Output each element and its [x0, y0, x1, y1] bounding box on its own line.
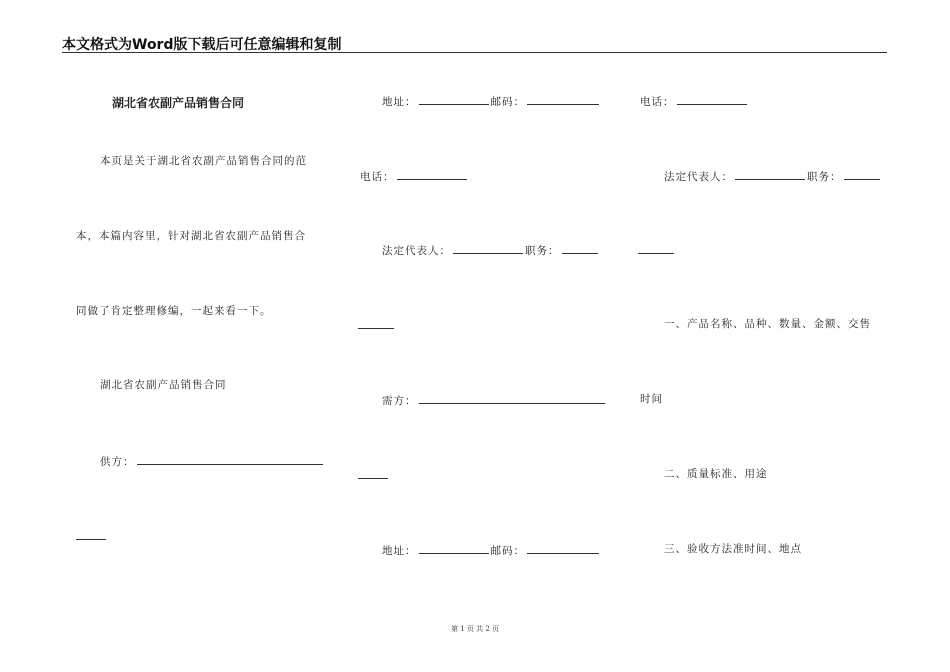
postcode2-blank: [527, 543, 599, 554]
intro-line-3: 同做了肯定整理修编，一起来看一下。: [76, 305, 272, 317]
address2-label: 地址：: [382, 545, 417, 557]
position3-label: 职务：: [807, 171, 842, 183]
clause-1-line-1: 一、产品名称、品种、数量、金额、交售: [664, 318, 871, 330]
buyer-phone-line: [640, 94, 749, 108]
postcode-blank: [527, 94, 599, 105]
supplier-blank: [137, 454, 323, 465]
banner-divider: [62, 52, 887, 53]
supplier-legal-rep-line: [382, 243, 600, 257]
position3-blank-continuation: [638, 253, 674, 254]
position-blank: [562, 243, 598, 254]
postcode-label: 邮码：: [490, 96, 525, 108]
postcode2-label: 邮码：: [490, 545, 525, 557]
supplier-blank-continuation: [76, 539, 106, 540]
supplier-label: 供方：: [100, 456, 135, 468]
phone3-label: 电话：: [640, 96, 675, 108]
document-banner: 本文格式为Word版下载后可任意编辑和复制: [62, 37, 342, 53]
supplier-address-line: [382, 94, 601, 108]
buyer-address-line: [382, 543, 601, 557]
intro-line-2: 本，本篇内容里，针对湖北省农副产品销售合: [76, 230, 306, 242]
buyer-blank: [419, 393, 605, 404]
buyer-label: 需方：: [382, 395, 417, 407]
supplier-line: [100, 454, 325, 468]
legal-rep3-label: 法定代表人：: [664, 171, 733, 183]
intro-line-1: 本页是关于湖北省农副产品销售合同的范: [100, 155, 307, 167]
supplier-phone-line: [360, 169, 469, 183]
buyer-legal-rep-line: [664, 169, 882, 183]
buyer-blank-continuation: [358, 478, 388, 479]
phone-label: 电话：: [360, 171, 395, 183]
address-label: 地址：: [382, 96, 417, 108]
legal-rep-blank: [453, 243, 523, 254]
legal-rep3-blank: [735, 169, 805, 180]
buyer-line: [382, 393, 607, 407]
address2-blank: [419, 543, 489, 554]
address-blank: [419, 94, 489, 105]
document-title: 湖北省农副产品销售合同: [112, 96, 245, 110]
position-label: 职务：: [525, 245, 560, 257]
position-blank-continuation: [358, 328, 394, 329]
phone3-blank: [677, 94, 747, 105]
phone-blank: [397, 169, 467, 180]
clause-2: 二、质量标准、用途: [664, 468, 768, 480]
page-number: 第 1 页 共 2 页: [450, 625, 500, 633]
clause-1-line-2: 时间: [640, 393, 663, 405]
legal-rep-label: 法定代表人：: [382, 245, 451, 257]
clause-3: 三、验收方法准时间、地点: [664, 543, 802, 555]
position3-blank: [844, 169, 880, 180]
contract-subtitle: 湖北省农副产品销售合同: [100, 379, 227, 391]
